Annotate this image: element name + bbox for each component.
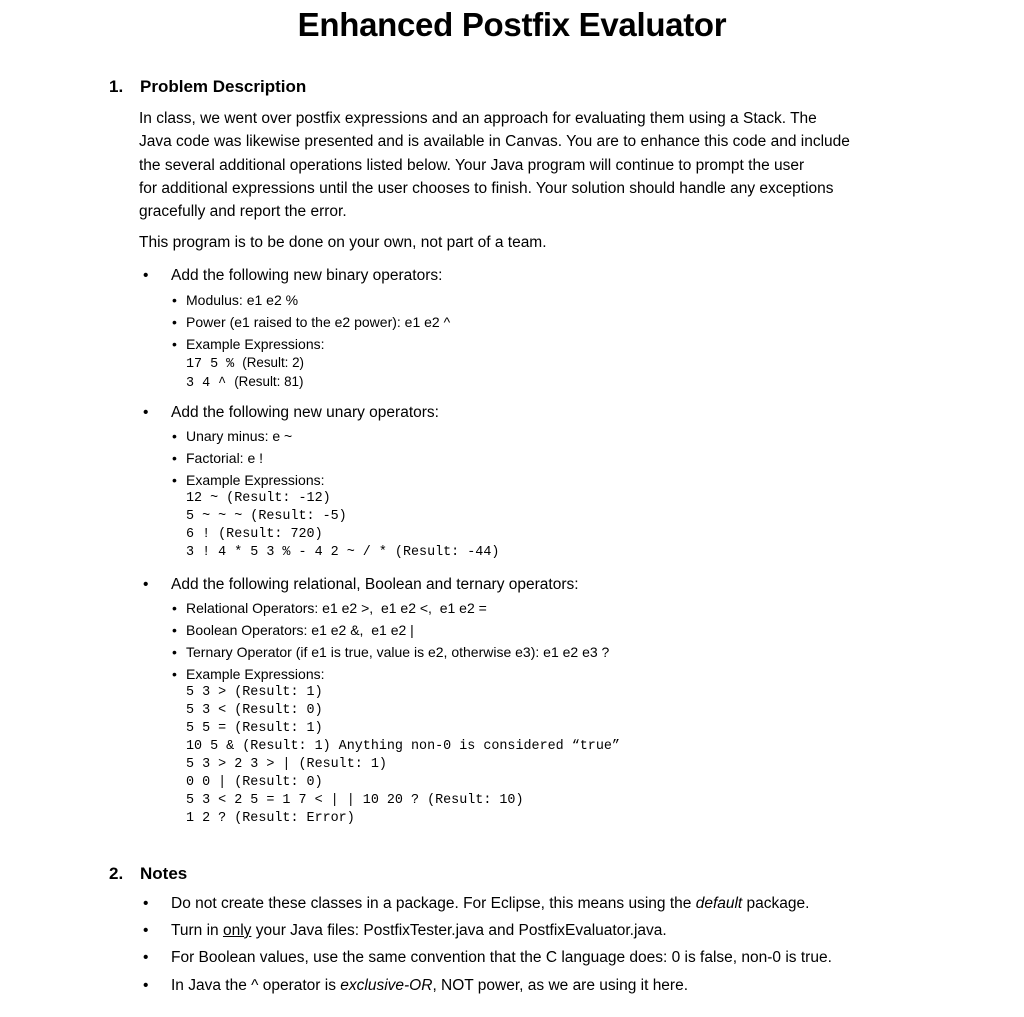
expr-code: 17 5 % <box>186 357 243 372</box>
section-title: Notes <box>140 864 188 883</box>
expr-result: (Result: 81) <box>234 374 304 389</box>
sub-item <box>172 644 609 660</box>
note-text: In Java the ^ operator is <box>171 977 341 994</box>
paragraph-line: In class, we went over postfix expressions and an approach for evaluating them using a Stack. The <box>139 110 817 127</box>
bullet-icon: • <box>172 472 177 488</box>
sub-item-text: Example Expressions: <box>186 472 325 488</box>
bullet-icon: • <box>172 314 177 330</box>
sub-item <box>172 450 263 466</box>
note-text: , NOT power, as we are using it here. <box>432 977 689 994</box>
example-expression: 5 3 > (Result: 1) <box>186 685 323 700</box>
bullet-icon: • <box>172 292 177 308</box>
note-text: Do not create these classes in a package. For Eclipse, this means using the <box>171 895 696 912</box>
bullet-label: Add the following relational, Boolean and ternary operators: <box>171 576 579 593</box>
bullet-icon: • <box>143 404 149 421</box>
bullet-icon: • <box>143 576 149 593</box>
sub-item <box>172 428 292 444</box>
note-item <box>143 977 688 995</box>
expr-code: 3 4 ^ <box>186 376 235 391</box>
sub-item <box>172 336 325 352</box>
sub-item-text: Ternary Operator (if e1 is true, value is e2, otherwise e3): e1 e2 e3 ? <box>186 644 610 660</box>
bullet-label: Add the following new unary operators: <box>171 404 439 421</box>
example-expression <box>186 355 304 372</box>
section-number: 1. <box>109 77 124 96</box>
sub-item-text: Relational Operators: e1 e2 >, e1 e2 <, e1 e2 = <box>186 600 487 616</box>
example-expression: 12 ~ (Result: -12) <box>186 491 331 506</box>
example-expression: 5 3 < (Result: 0) <box>186 703 323 718</box>
paragraph-line: Java code was likewise presented and is available in Canvas. You are to enhance this code and include <box>139 133 850 151</box>
sub-item-text: Unary minus: e ~ <box>186 428 293 444</box>
bullet-icon: • <box>143 949 149 966</box>
paragraph-line: gracefully and report the error. <box>139 203 347 221</box>
example-expression: 0 0 | (Result: 0) <box>186 775 323 790</box>
section-heading-notes <box>109 864 187 884</box>
sub-item <box>172 292 298 308</box>
paragraph-line: the several additional operations listed below. Your Java program will continue to prompt the user <box>139 156 805 174</box>
note-text: For Boolean values, use the same convention that the C language does: 0 is false, non-0 is true. <box>171 949 832 966</box>
paragraph-line: for additional expressions until the user chooses to finish. Your solution should handle any exceptions <box>139 179 834 197</box>
section-number: 2. <box>109 864 124 883</box>
sub-item <box>172 472 325 488</box>
note-underline: only <box>222 922 252 939</box>
sub-item-text: Example Expressions: <box>186 666 325 682</box>
section-heading-problem <box>109 77 306 97</box>
sub-item <box>172 314 450 330</box>
example-expression: 5 3 > 2 3 > | (Result: 1) <box>186 757 387 772</box>
sub-item <box>172 600 487 616</box>
bullet-icon: • <box>172 336 177 352</box>
sub-item-text: Modulus: e1 e2 % <box>186 292 299 308</box>
example-expression: 1 2 ? (Result: Error) <box>186 811 355 826</box>
example-expression: 5 3 < 2 5 = 1 7 < | | 10 20 ? (Result: 10) <box>186 793 524 808</box>
bullet-unary <box>143 404 439 422</box>
bullet-icon: • <box>172 666 177 682</box>
sub-item <box>172 622 414 638</box>
bullet-icon: • <box>172 450 177 466</box>
example-expression: 6 ! (Result: 720) <box>186 527 323 542</box>
bullet-icon: • <box>143 977 149 994</box>
bullet-icon: • <box>172 600 177 616</box>
bullet-icon: • <box>172 428 177 444</box>
page-title: Enhanced Postfix Evaluator <box>297 6 727 43</box>
note-emphasis: exclusive-OR <box>340 977 433 994</box>
expr-result: (Result: 2) <box>242 355 305 370</box>
example-expression: 10 5 & (Result: 1) Anything non-0 is considered “true” <box>186 739 620 754</box>
bullet-icon: • <box>172 622 177 638</box>
sub-item-text: Example Expressions: <box>186 336 325 352</box>
problem-paragraph <box>139 107 914 223</box>
note-item <box>143 895 809 913</box>
example-expression: 5 ~ ~ ~ (Result: -5) <box>186 509 347 524</box>
sub-item-text: Boolean Operators: e1 e2 &, e1 e2 | <box>186 622 414 638</box>
sub-item-text: Power (e1 raised to the e2 power): e1 e2 ^ <box>186 314 451 330</box>
example-expression <box>186 374 303 391</box>
note-item <box>143 922 667 940</box>
example-expression: 5 5 = (Result: 1) <box>186 721 323 736</box>
note-emphasis: default <box>695 895 743 912</box>
bullet-icon: • <box>172 644 177 660</box>
bullet-icon: • <box>143 895 149 912</box>
bullet-label: Add the following new binary operators: <box>171 267 443 284</box>
note-text: your Java files: PostfixTester.java and PostfixEvaluator.java. <box>251 922 667 939</box>
note-item <box>143 949 832 967</box>
section-title: Problem Description <box>140 77 307 96</box>
own-work-note: This program is to be done on your own, not part of a team. <box>139 234 547 251</box>
bullet-icon: • <box>143 267 149 284</box>
bullet-relational <box>143 576 579 594</box>
note-text: package. <box>742 895 810 912</box>
sub-item <box>172 666 325 682</box>
note-text: Turn in <box>171 922 223 939</box>
sub-item-text: Factorial: e ! <box>186 450 264 466</box>
bullet-binary <box>143 267 442 285</box>
example-expression: 3 ! 4 * 5 3 % - 4 2 ~ / * (Result: -44) <box>186 545 500 560</box>
bullet-icon: • <box>143 922 149 939</box>
